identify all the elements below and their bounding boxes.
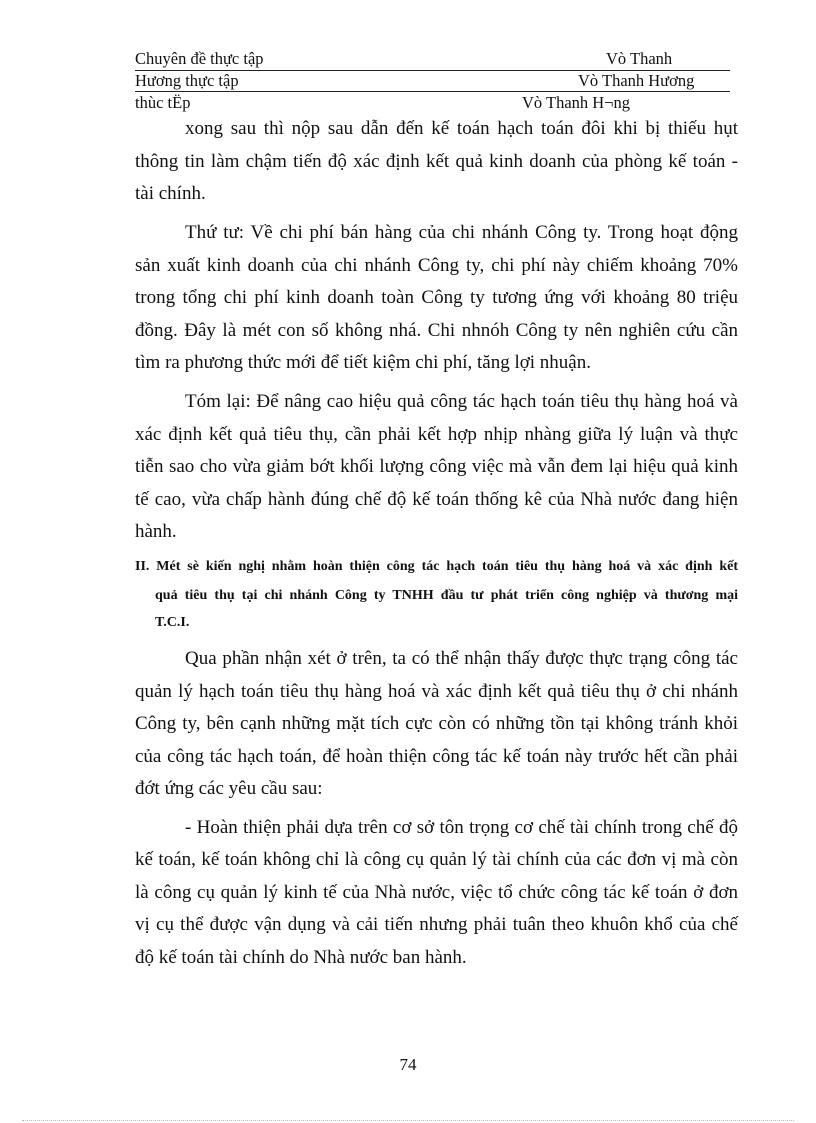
body-line: tiễn sao cho vừa giảm bớt khối lượng công việc mà vẫn đem lại hiệu quả kinh: [135, 456, 738, 477]
body-line: sản xuất kinh doanh của chi nhánh Công ty, chi phí này chiếm khoảng 70%: [135, 255, 738, 276]
body-line: Qua phần nhận xét ở trên, ta có thể nhận thấy được thực trạng công tác: [185, 648, 738, 669]
body-line: đồng. Đây là mét con số không nhá. Chi nhnóh Công ty nên nghiên cứu cần: [135, 320, 738, 341]
body-line: xác định kết quả tiêu thụ, cần phải kết hợp nhịp nhàng giữa lý luận và thực: [135, 424, 738, 445]
body-line: vị cụ thể được vận dụng và cải tiến nhưng phải tuân theo khuôn khổ của chế: [135, 914, 738, 935]
body-line: độ kế toán tài chính do Nhà nước ban hành.: [135, 947, 467, 968]
body-line: đớt ứng các yêu cầu sau:: [135, 778, 323, 799]
body-line: của công tác hạch toán, để hoàn thiện công tác kế toán này trước hết cần phải: [135, 746, 738, 767]
body-line: kế toán, kế toán không chỉ là công cụ quản lý tài chính của các đơn vị mà còn: [135, 849, 738, 870]
body-line: là công cụ quản lý kinh tế của Nhà nước, việc tổ chức công tác kế toán ở đơn: [135, 882, 738, 903]
body-line: tế cao, vừa chấp hành đúng chế độ kế toán thống kê của Nhà nước đang hiện: [135, 489, 738, 510]
header-left-3: thùc tËp: [135, 93, 191, 112]
body-line: trong tổng chi phí kinh doanh toàn Công ty tương ứng với khoảng 80 triệu: [135, 287, 738, 308]
body-line: - Hoàn thiện phải dựa trên cơ sở tôn trọng cơ chế tài chính trong chế độ: [185, 817, 738, 838]
body-line: Công ty, bên cạnh những mặt tích cực còn có những tồn tại không tránh khỏi: [135, 713, 738, 734]
body-line: quản lý hạch toán tiêu thụ hàng hoá và xác định kết quả tiêu thụ ở chi nhánh: [135, 681, 738, 702]
page-number: 74: [399, 1055, 417, 1074]
body-line: tìm ra phương thức mới để tiết kiệm chi phí, tăng lợi nhuận.: [135, 352, 591, 373]
header-left-1: Chuyên đề thực tập: [135, 49, 264, 68]
body-line: xong sau thì nộp sau dẫn đến kế toán hạch toán đôi khi bị thiếu hụt: [185, 118, 738, 139]
page-bottom-border: [22, 1120, 794, 1121]
header-right-3: Vò Thanh H¬ng: [522, 93, 630, 112]
body-line: Thứ tư: Về chi phí bán hàng của chi nhánh Công ty. Trong hoạt động: [185, 222, 738, 243]
body-line: Tóm lại: Để nâng cao hiệu quả công tác hạch toán tiêu thụ hàng hoá và: [185, 391, 738, 412]
header-left-2: Hương thực tập: [135, 71, 239, 90]
section-heading-line: quả tiêu thụ tại chi nhánh Công ty TNHH đầu tư phát triển công nghiệp và thương mại: [155, 588, 738, 603]
section-heading-line: II. Mét sè kiến nghị nhằm hoàn thiện công tác hạch toán tiêu thụ hàng hoá và xác định kết: [135, 559, 738, 574]
body-line: thông tin làm chậm tiến độ xác định kết quả kinh doanh của phòng kế toán -: [135, 151, 738, 172]
header-right-2: Vò Thanh Hương: [578, 71, 695, 90]
section-heading-line: T.C.I.: [155, 615, 190, 630]
header-rule-2: [135, 91, 730, 92]
body-line: tài chính.: [135, 183, 206, 204]
header-right-1: Vò Thanh: [606, 49, 673, 68]
body-line: hành.: [135, 521, 177, 542]
